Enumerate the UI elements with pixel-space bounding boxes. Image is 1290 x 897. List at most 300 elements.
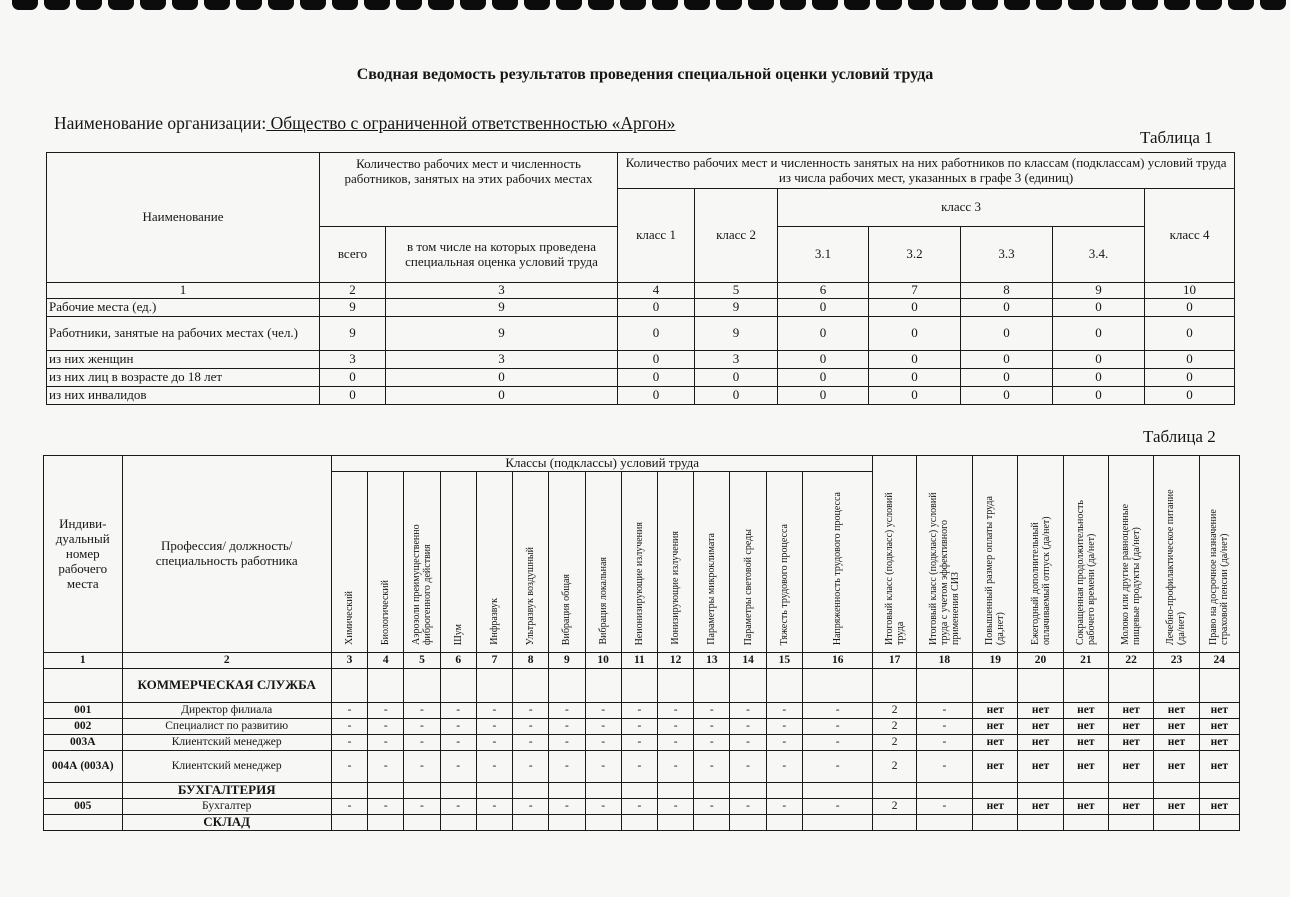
t2-col-number: 20: [1018, 653, 1063, 669]
t2-vheader-text: Итоговый класс (подкласс) условий труда с учетом эффективного применения СИЗ: [927, 492, 961, 645]
t1-col-number: 8: [961, 283, 1053, 299]
t2-cell: -: [802, 703, 873, 719]
t2-section-title: БУХГАЛТЕРИЯ: [122, 783, 331, 799]
t1-cell: 9: [320, 317, 386, 351]
t1-header-classes: Количество рабочих мест и численность занятых на них работников по классам (подклассам) условий труда из числа рабочих мест, указанных в графе 3 (единиц): [618, 153, 1235, 189]
t2-section-blank: [440, 815, 476, 831]
t2-section-title: СКЛАД: [122, 815, 331, 831]
t1-cell: 0: [1145, 387, 1235, 405]
t2-section-blank: [766, 669, 802, 703]
t2-cell: -: [440, 703, 476, 719]
t1-header-3-3: 3.3: [961, 227, 1053, 283]
t2-section-blank: [658, 783, 694, 799]
t2-section-blank: [331, 815, 367, 831]
t2-profession: Бухгалтер: [122, 799, 331, 815]
t2-vheader: [973, 456, 1018, 653]
t2-cell: -: [476, 703, 512, 719]
t2-col-number: 5: [404, 653, 440, 669]
t1-cell: 0: [386, 369, 618, 387]
t2-cell: 2: [873, 751, 916, 783]
t2-cell: -: [368, 799, 404, 815]
t2-cell: -: [802, 735, 873, 751]
binder-hole: [140, 0, 166, 10]
t2-section-blank: [368, 783, 404, 799]
t2-col-number: 21: [1063, 653, 1108, 669]
t2-section-blank: [585, 783, 621, 799]
t2-section-blank: [1154, 783, 1199, 799]
t2-section-blank: [916, 669, 972, 703]
binder-hole: [108, 0, 134, 10]
t2-section-blank: [1199, 669, 1239, 703]
t2-cell: нет: [1063, 703, 1108, 719]
t2-cell: нет: [1199, 735, 1239, 751]
binder-hole: [1132, 0, 1158, 10]
binder-hole: [1068, 0, 1094, 10]
t1-header-class3: класс 3: [778, 189, 1145, 227]
t2-section-blank: [802, 669, 873, 703]
organization-label: Наименование организации:: [54, 113, 267, 133]
t2-vheader: [476, 472, 512, 653]
t1-cell: 0: [961, 351, 1053, 369]
t2-section-blank: [440, 783, 476, 799]
t2-vheader-text: Вибрация общая: [561, 573, 573, 645]
t2-cell: -: [585, 751, 621, 783]
t1-cell: 0: [869, 299, 961, 317]
t2-cell: -: [440, 751, 476, 783]
t2-section-blank: [621, 783, 657, 799]
t2-section-blank: [1063, 815, 1108, 831]
t2-section-blank: [368, 815, 404, 831]
t2-vheader-text: Биологический: [380, 579, 392, 645]
t2-col-number: 9: [549, 653, 585, 669]
t2-cell: нет: [973, 735, 1018, 751]
t1-cell: 0: [778, 387, 869, 405]
t1-row: [47, 299, 1235, 317]
binder-hole: [268, 0, 294, 10]
t2-vheader-text: Сокращенная продолжительность рабочего времени (да/нет): [1074, 500, 1097, 645]
t1-cell: 0: [320, 387, 386, 405]
t2-cell: -: [513, 719, 549, 735]
t2-cell: -: [658, 799, 694, 815]
binder-hole: [1036, 0, 1062, 10]
t2-cell: нет: [1109, 719, 1154, 735]
binder-hole: [396, 0, 422, 10]
t2-vheader-text: Аэрозоли преимущественно фиброгенного действия: [410, 524, 433, 645]
t2-section-row: [44, 669, 1240, 703]
t2-section-blank: [404, 815, 440, 831]
t1-cell: 0: [695, 387, 778, 405]
t2-section-blank: [1018, 815, 1063, 831]
t2-cell: -: [368, 735, 404, 751]
t1-cell: 3: [386, 351, 618, 369]
binder-hole: [556, 0, 582, 10]
t2-cell: нет: [1063, 735, 1108, 751]
t2-cell: -: [802, 799, 873, 815]
workplaces-table: [43, 455, 1240, 831]
binder-hole: [44, 0, 70, 10]
t2-section-blank: [730, 669, 766, 703]
binder-hole: [1196, 0, 1222, 10]
t2-section-blank: [331, 669, 367, 703]
t2-cell: -: [440, 799, 476, 815]
binder-hole: [492, 0, 518, 10]
t2-cell: -: [404, 703, 440, 719]
t2-vheader-text: Тяжесть трудового процесса: [778, 523, 790, 645]
t1-cell: 9: [695, 317, 778, 351]
t2-numbers-row: [44, 653, 1240, 669]
binder-hole: [172, 0, 198, 10]
t2-cell: -: [368, 751, 404, 783]
binder-hole: [1260, 0, 1286, 10]
t2-cell: -: [730, 751, 766, 783]
t2-section-id: [44, 669, 123, 703]
t2-section-blank: [1109, 669, 1154, 703]
t2-col-number: 3: [331, 653, 367, 669]
t2-cell: нет: [1199, 751, 1239, 783]
t2-vheader: [1199, 456, 1239, 653]
t2-vheader: [730, 472, 766, 653]
t2-cell: нет: [1018, 719, 1063, 735]
binder-hole: [908, 0, 934, 10]
t2-vheader-text: Ионизирующие излучения: [670, 531, 682, 645]
t1-col-number: 9: [1053, 283, 1145, 299]
t2-vheader-text: Итоговый класс (подкласс) условий труда: [883, 492, 906, 645]
binder-hole: [780, 0, 806, 10]
t2-section-blank: [694, 783, 730, 799]
binder-hole: [300, 0, 326, 10]
t2-section-blank: [404, 783, 440, 799]
t2-vheader: [873, 456, 916, 653]
t2-cell: нет: [973, 799, 1018, 815]
t2-section-blank: [1109, 783, 1154, 799]
t2-cell: нет: [1063, 799, 1108, 815]
t2-col-number: 7: [476, 653, 512, 669]
t2-section-blank: [1154, 815, 1199, 831]
t2-cell: 2: [873, 719, 916, 735]
t1-cell: 0: [618, 351, 695, 369]
t2-section-id: [44, 783, 123, 799]
binder-hole: [1164, 0, 1190, 10]
t2-section-blank: [658, 669, 694, 703]
t2-profession: Клиентский менеджер: [122, 735, 331, 751]
t2-cell: -: [404, 735, 440, 751]
binder-hole: [364, 0, 390, 10]
t1-cell: 0: [1053, 317, 1145, 351]
binder-hole: [428, 0, 454, 10]
t2-cell: -: [621, 799, 657, 815]
t2-cell: нет: [1018, 751, 1063, 783]
binder-hole: [12, 0, 38, 10]
t2-vheader-text: Лечебно-профилактическое питание (да/нет): [1165, 489, 1188, 645]
t2-cell: нет: [1063, 751, 1108, 783]
t2-section-blank: [873, 783, 916, 799]
t2-vheader-text: Ультразвук воздушный: [525, 546, 537, 645]
t2-section-blank: [1199, 783, 1239, 799]
t1-header-count: Количество рабочих мест и численность работников, занятых на этих рабочих местах: [320, 153, 618, 227]
t2-cell: -: [916, 735, 972, 751]
t2-vheader-text: Инфразвук: [488, 598, 500, 645]
t2-profession: Специалист по развитию: [122, 719, 331, 735]
t2-vheader-text: Неионизирующие излучения: [633, 521, 645, 645]
binder-hole: [1228, 0, 1254, 10]
t1-cell: 0: [778, 317, 869, 351]
t2-section-blank: [368, 669, 404, 703]
t2-profession: Клиентский менеджер: [122, 751, 331, 783]
t2-cell: нет: [1199, 719, 1239, 735]
binder-hole: [204, 0, 230, 10]
t2-cell: нет: [1109, 703, 1154, 719]
t2-cell: -: [621, 751, 657, 783]
t2-section-blank: [585, 815, 621, 831]
t2-vheader: [404, 472, 440, 653]
t1-header-class1: класс 1: [618, 189, 695, 283]
t2-workplace-id: 002: [44, 719, 123, 735]
t2-section-blank: [802, 783, 873, 799]
t2-cell: нет: [973, 719, 1018, 735]
t2-cell: -: [549, 735, 585, 751]
t2-cell: -: [476, 799, 512, 815]
t2-section-blank: [694, 669, 730, 703]
t2-cell: -: [549, 751, 585, 783]
t1-cell: 0: [1053, 299, 1145, 317]
t2-cell: -: [658, 703, 694, 719]
t2-cell: -: [585, 719, 621, 735]
t2-cell: -: [513, 751, 549, 783]
t1-header-name: Наименование: [47, 153, 320, 283]
t2-workplace-id: 004А (003А): [44, 751, 123, 783]
t2-section-row: [44, 815, 1240, 831]
binder-hole: [972, 0, 998, 10]
t2-vheader: [621, 472, 657, 653]
t2-cell: -: [694, 703, 730, 719]
t1-row: [47, 317, 1235, 351]
t2-cell: -: [476, 735, 512, 751]
t2-cell: нет: [1109, 735, 1154, 751]
t1-cell: 0: [1145, 299, 1235, 317]
t1-row-label: из них инвалидов: [47, 387, 320, 405]
t2-cell: -: [404, 751, 440, 783]
t2-cell: -: [694, 799, 730, 815]
t2-section-row: [44, 783, 1240, 799]
t2-cell: нет: [1199, 799, 1239, 815]
binder-hole: [620, 0, 646, 10]
t2-row: [44, 799, 1240, 815]
t1-cell: 0: [618, 387, 695, 405]
binder-hole: [812, 0, 838, 10]
t1-cell: 0: [869, 369, 961, 387]
t2-cell: -: [658, 719, 694, 735]
t1-cell: 0: [961, 299, 1053, 317]
t1-header-class2: класс 2: [695, 189, 778, 283]
t2-cell: -: [513, 799, 549, 815]
t2-vheader-text: Химический: [344, 591, 355, 645]
t2-col-number: 11: [621, 653, 657, 669]
t2-section-blank: [1109, 815, 1154, 831]
t2-section-blank: [440, 669, 476, 703]
t1-cell: 9: [386, 299, 618, 317]
t2-cell: -: [730, 703, 766, 719]
t1-col-number: 7: [869, 283, 961, 299]
binder-hole: [1100, 0, 1126, 10]
t1-cell: 9: [695, 299, 778, 317]
binder-hole: [76, 0, 102, 10]
t1-cell: 0: [1145, 369, 1235, 387]
t2-vheader: [916, 456, 972, 653]
t2-vheader-text: Вибрация локальная: [597, 557, 609, 645]
t2-col-number: 1: [44, 653, 123, 669]
binder-hole: [460, 0, 486, 10]
t2-section-blank: [658, 815, 694, 831]
t1-row-label: из них женщин: [47, 351, 320, 369]
t2-section-blank: [1063, 783, 1108, 799]
t1-row-label: Рабочие места (ед.): [47, 299, 320, 317]
t2-cell: -: [368, 703, 404, 719]
t2-cell: нет: [1154, 703, 1199, 719]
t2-section-blank: [1154, 669, 1199, 703]
t2-cell: -: [513, 735, 549, 751]
t2-section-blank: [513, 815, 549, 831]
t2-section-blank: [973, 815, 1018, 831]
t2-col-number: 23: [1154, 653, 1199, 669]
t2-vheader-text: Право на досрочное назначение страховой пенсии (да/нет): [1208, 509, 1231, 645]
t2-cell: -: [694, 735, 730, 751]
t2-cell: -: [331, 799, 367, 815]
t2-cell: -: [802, 751, 873, 783]
t2-cell: -: [694, 751, 730, 783]
t1-row-label: из них лиц в возрасте до 18 лет: [47, 369, 320, 387]
t2-vheader-text: Молоко или другие равноценные пищевые продукты (да/нет): [1120, 503, 1143, 645]
t2-section-blank: [513, 669, 549, 703]
t1-col-number: 2: [320, 283, 386, 299]
t2-section-blank: [1018, 669, 1063, 703]
t2-col-number: 4: [368, 653, 404, 669]
t2-section-blank: [513, 783, 549, 799]
t2-col-number: 10: [585, 653, 621, 669]
t2-header-id: Индиви-дуальный номер рабочего места: [44, 456, 123, 653]
t2-cell: нет: [973, 703, 1018, 719]
t2-section-blank: [730, 783, 766, 799]
t2-cell: нет: [1154, 735, 1199, 751]
t2-section-blank: [873, 815, 916, 831]
t2-vheader-text: Напряженность трудового процесса: [832, 491, 844, 645]
t1-row: [47, 387, 1235, 405]
t2-vheader: [658, 472, 694, 653]
t1-col-number: 5: [695, 283, 778, 299]
binder-hole: [684, 0, 710, 10]
t1-cell: 0: [1053, 351, 1145, 369]
t2-vheader: [513, 472, 549, 653]
t2-workplace-id: 003А: [44, 735, 123, 751]
t1-cell: 0: [961, 369, 1053, 387]
t2-section-blank: [476, 783, 512, 799]
t2-cell: -: [476, 751, 512, 783]
t2-vheader: [766, 472, 802, 653]
t2-cell: -: [331, 719, 367, 735]
binder-hole: [236, 0, 262, 10]
t2-vheader: [585, 472, 621, 653]
t2-cell: -: [549, 703, 585, 719]
t2-section-blank: [621, 815, 657, 831]
t2-section-blank: [404, 669, 440, 703]
binder-hole: [652, 0, 678, 10]
t2-vheader: [1018, 456, 1063, 653]
table1-caption: Таблица 1: [1140, 128, 1213, 147]
t2-vheader-text: Параметры микроклимата: [706, 533, 718, 645]
t2-col-number: 24: [1199, 653, 1239, 669]
t2-vheader-text: Ежегодный дополнительный оплачиваемый отпуск (да/нет): [1029, 516, 1052, 645]
t2-cell: -: [766, 703, 802, 719]
binder-hole: [748, 0, 774, 10]
t2-cell: -: [549, 799, 585, 815]
t2-header-classes: Классы (подклассы) условий труда: [331, 456, 873, 472]
t2-cell: нет: [1018, 799, 1063, 815]
t2-vheader-text: Повышенный размер оплаты труда (да,нет): [984, 496, 1007, 645]
binder-hole: [940, 0, 966, 10]
t1-row: [47, 351, 1235, 369]
t2-cell: 2: [873, 703, 916, 719]
t2-section-blank: [1063, 669, 1108, 703]
t1-header-class4: класс 4: [1145, 189, 1235, 283]
t2-cell: -: [916, 719, 972, 735]
t1-cell: 0: [778, 369, 869, 387]
t1-cell: 0: [961, 317, 1053, 351]
binder-hole: [332, 0, 358, 10]
t2-row: [44, 735, 1240, 751]
binder-hole: [1004, 0, 1030, 10]
t2-row: [44, 703, 1240, 719]
t2-cell: 2: [873, 735, 916, 751]
t1-cell: 3: [320, 351, 386, 369]
t2-vheader: [331, 472, 367, 653]
organization-name: Общество с ограниченной ответственностью «Аргон»: [266, 113, 676, 133]
t1-header-all: всего: [320, 227, 386, 283]
t1-row-label: Работники, занятые на рабочих местах (чел.): [47, 317, 320, 351]
binder-hole: [716, 0, 742, 10]
t2-cell: нет: [1109, 751, 1154, 783]
t2-cell: нет: [1154, 751, 1199, 783]
t2-section-blank: [766, 783, 802, 799]
t2-cell: -: [404, 799, 440, 815]
t2-workplace-id: 005: [44, 799, 123, 815]
t1-header-incl: в том числе на которых проведена специальная оценка условий труда: [386, 227, 618, 283]
t2-vheader-text: Шум: [452, 623, 464, 645]
t1-col-number: 6: [778, 283, 869, 299]
t2-col-number: 6: [440, 653, 476, 669]
t2-section-blank: [730, 815, 766, 831]
t2-section-blank: [476, 669, 512, 703]
t2-vheader: [802, 472, 873, 653]
t1-header-3-2: 3.2: [869, 227, 961, 283]
t2-col-number: 22: [1109, 653, 1154, 669]
t1-cell: 0: [618, 317, 695, 351]
t1-cell: 9: [320, 299, 386, 317]
t1-cell: 3: [695, 351, 778, 369]
t2-cell: -: [621, 719, 657, 735]
t2-section-blank: [802, 815, 873, 831]
t2-cell: -: [766, 735, 802, 751]
t2-col-number: 8: [513, 653, 549, 669]
t2-vheader-text: Параметры световой среды: [742, 528, 754, 645]
t2-cell: -: [694, 719, 730, 735]
t2-cell: нет: [1063, 719, 1108, 735]
t2-section-blank: [973, 669, 1018, 703]
t2-section-blank: [1199, 815, 1239, 831]
t1-cell: 0: [618, 369, 695, 387]
t1-col-number: 1: [47, 283, 320, 299]
t2-cell: -: [916, 703, 972, 719]
binder-hole: [844, 0, 870, 10]
t2-cell: -: [513, 703, 549, 719]
